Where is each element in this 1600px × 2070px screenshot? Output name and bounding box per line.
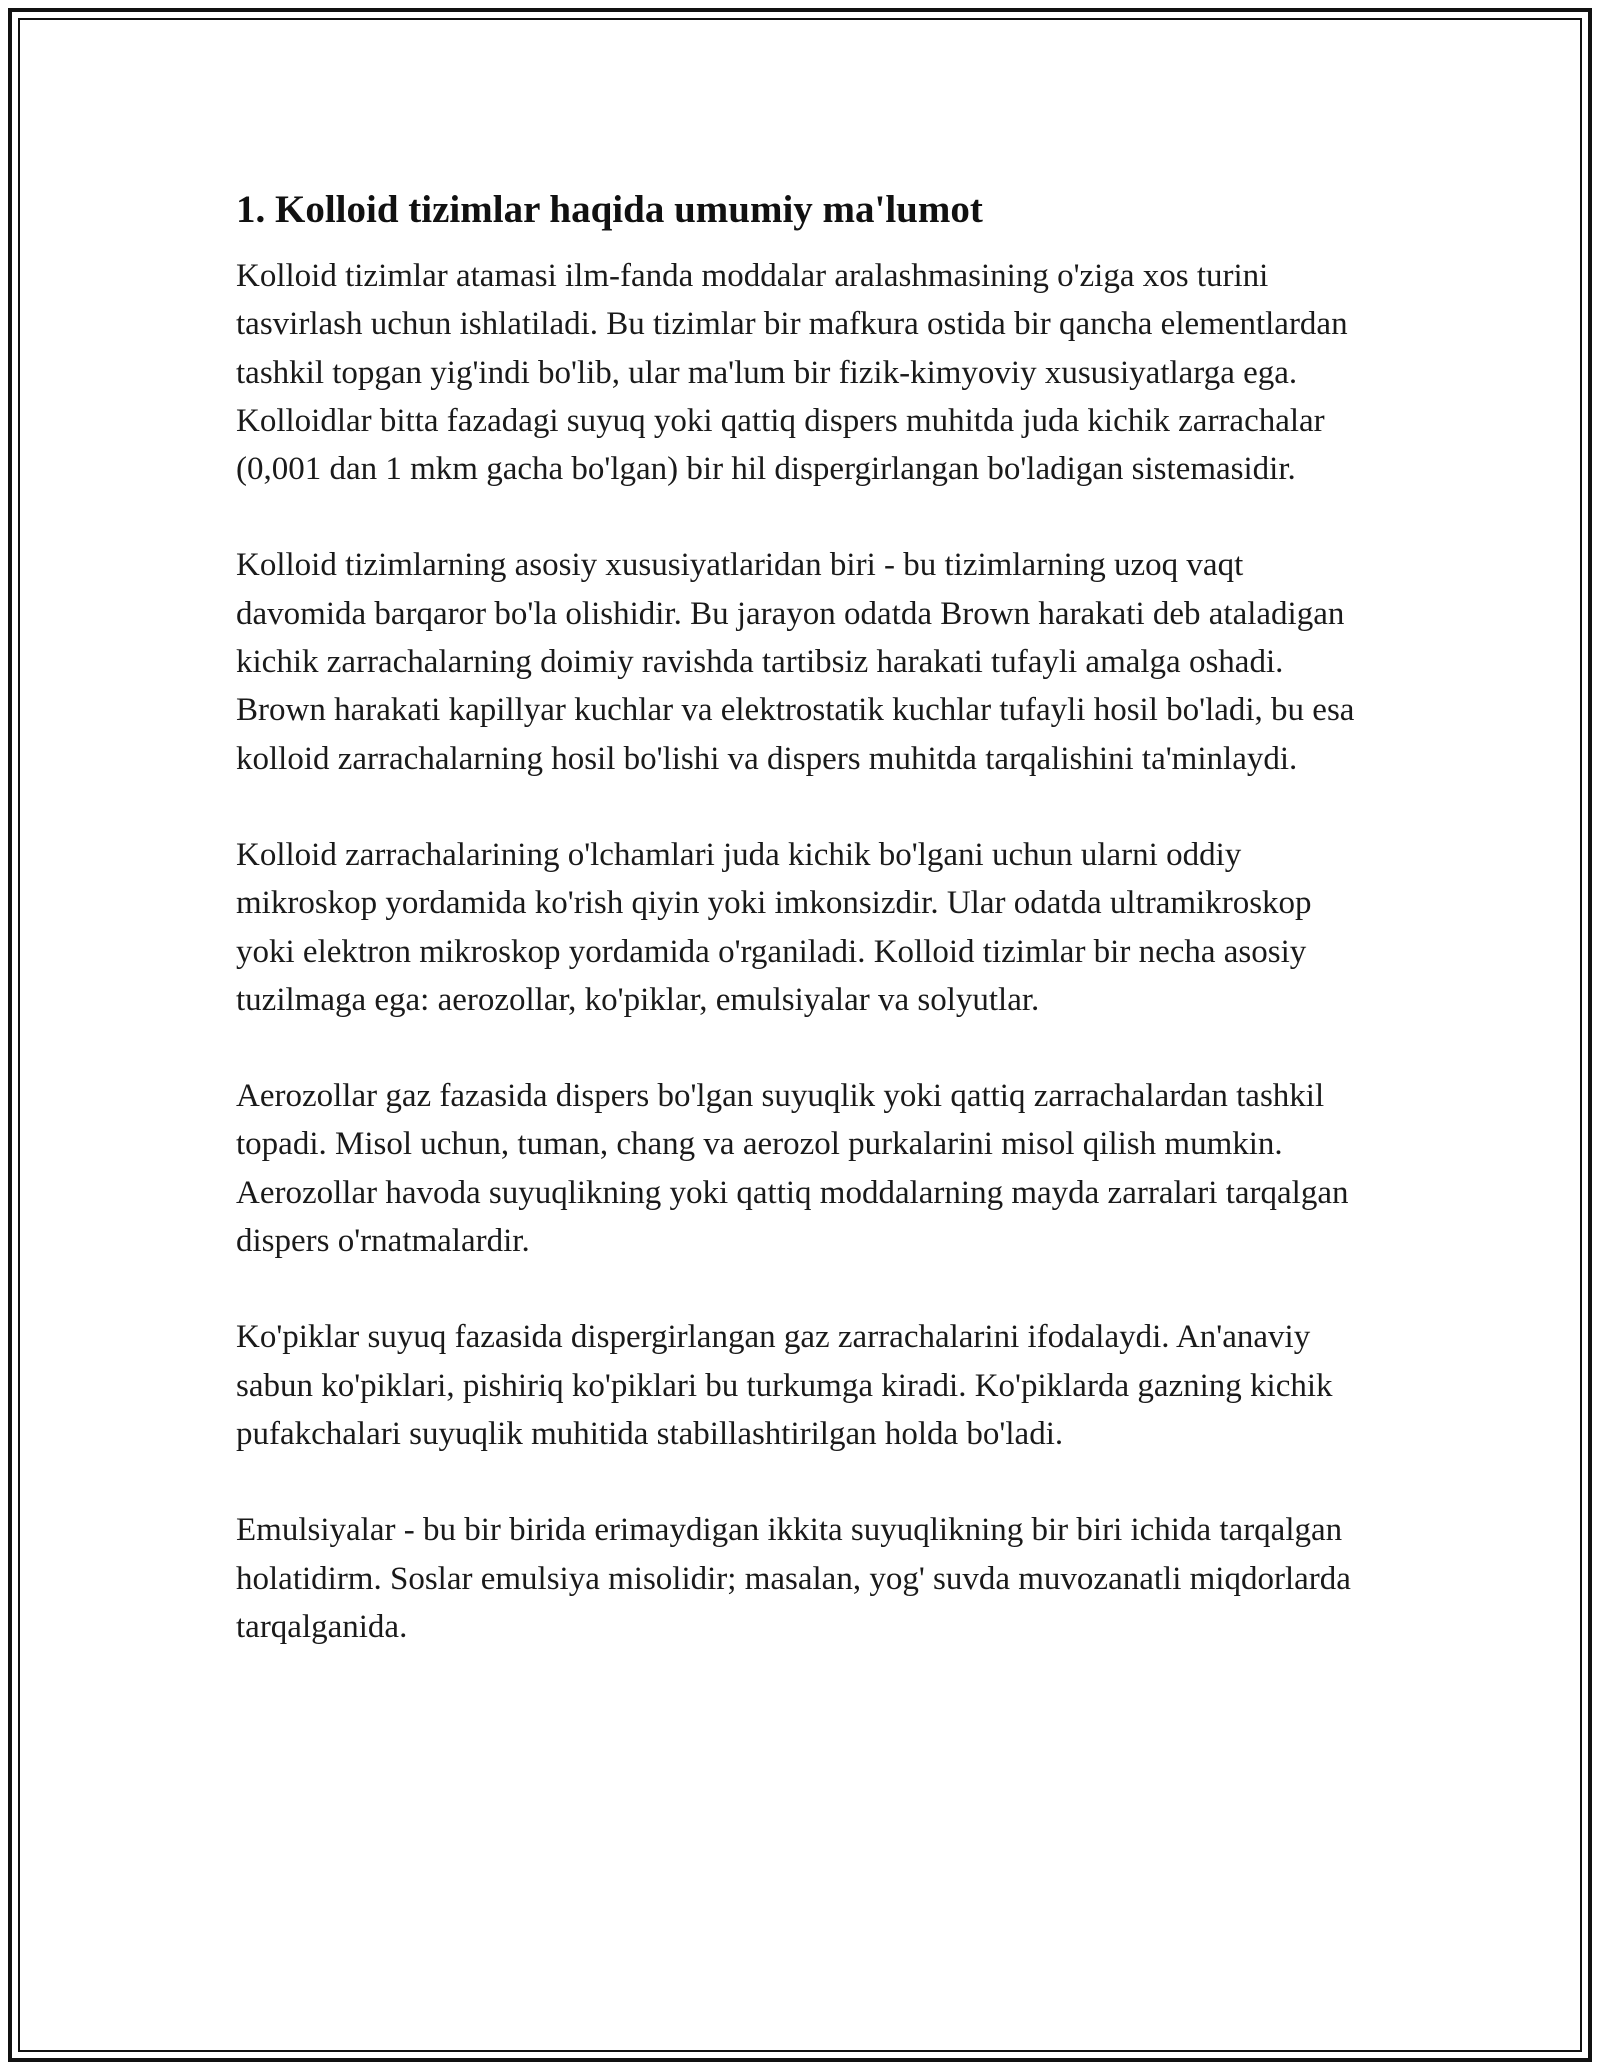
section-title: 1. Kolloid tizimlar haqida umumiy ma'lumot bbox=[236, 188, 983, 231]
paragraph-foams: Ko'piklar suyuq fazasida dispergirlangan gaz zarrachalarini ifodalaydi. An'anaviy sabun ko'piklari, pishiriq ko'piklari bu turkumga kiradi. Ko'piklarda gazning kichik pufakchalari suyuqlik muhitida stabillashtirilgan holda bo'ladi. bbox=[236, 1319, 1333, 1452]
paragraph-aerosols: Aerozollar gaz fazasida dispers bo'lgan suyuqlik yoki qattiq zarrachalardan tashkil topadi. Misol uchun, tuman, chang va aerozol purkalarini misol qilish mumkin. Aerozollar havoda suyuqlikning yoki qattiq moddalarning mayda zarralari tarqalgan dispers o'rnatmalardir. bbox=[236, 1078, 1349, 1260]
document-body bbox=[236, 186, 1376, 1699]
paragraph-particle-size-observation: Kolloid zarrachalarining o'lchamlari juda kichik bo'lgani uchun ularni oddiy mikroskop yordamida ko'rish qiyin yoki imkonsizdir. Ular odatda ultramikroskop yoki elektron mikroskop yordamida o'rganiladi. Kolloid tizimlar bir necha asosiy tuzilmaga ega: aerozollar, ko'piklar, emulsiyalar va solyutlar. bbox=[236, 836, 1312, 1018]
paragraph-emulsions: Emulsiyalar - bu bir birida erimaydigan ikkita suyuqlikning bir biri ichida tarqalgan holatidirm. Soslar emulsiya misolidir; masalan, yog' suvda muvozanatli miqdorlarda tarqalganida. bbox=[236, 1512, 1351, 1645]
paragraph-colloid-definition: Kolloid tizimlar atamasi ilm-fanda moddalar aralashmasining o'ziga xos turini tasvirlash uchun ishlatiladi. Bu tizimlar bir mafkura ostida bir qancha elementlardan tashkil topgan yig'indi bo'lib, ular ma'lum bir fizik-kimyoviy xususiyatlarga ega. Kolloidlar bitta fazadagi suyuq yoki qattiq dispers muhitda juda kichik zarrachalar (0,001 dan 1 mkm gacha bo'lgan) bir hil dispergirlangan bo'ladigan sistemasidir. bbox=[236, 258, 1348, 488]
paragraph-stability-brownian-motion: Kolloid tizimlarning asosiy xususiyatlaridan biri - bu tizimlarning uzoq vaqt davomida barqaror bo'la olishidir. Bu jarayon odatda Brown harakati deb ataladigan kichik zarrachalarning doimiy ravishda tartibsiz harakati tufayli amalga oshadi. Brown harakati kapillyar kuchlar va elektrostatik kuchlar tufayli hosil bo'ladi, bu esa kolloid zarrachalarning hosil bo'lishi va dispers muhitda tarqalishini ta'minlaydi. bbox=[236, 547, 1355, 777]
